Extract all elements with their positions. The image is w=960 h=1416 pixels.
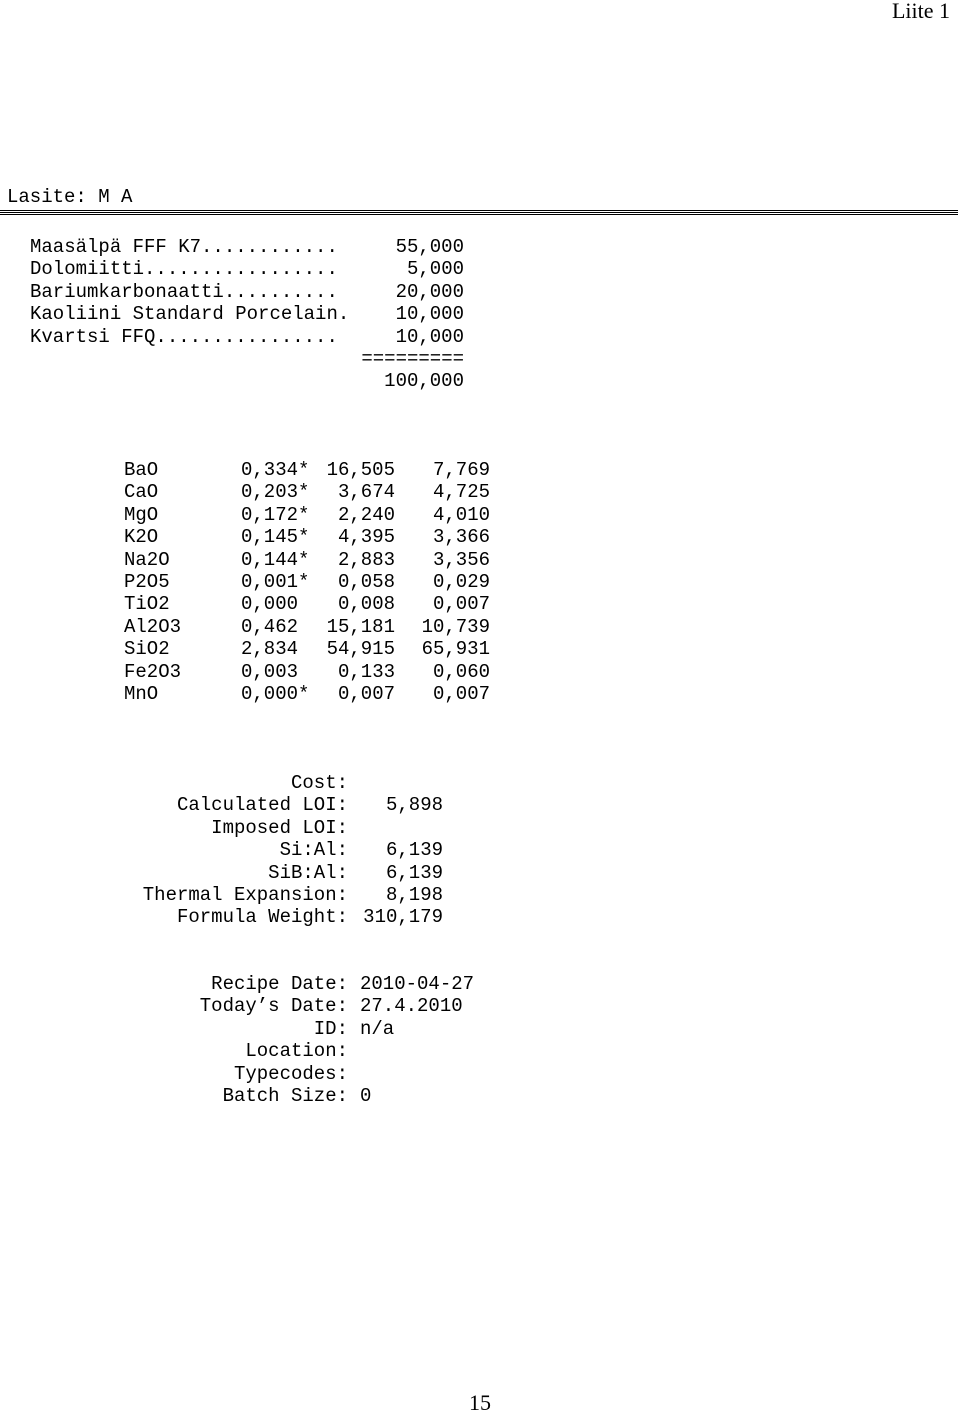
stat-label: SiB:Al:	[268, 861, 348, 884]
oxide-name: BaO	[124, 459, 159, 481]
stat-row	[100, 772, 500, 794]
info-label: Location:	[245, 1040, 348, 1063]
oxide-row	[124, 616, 494, 638]
info-row	[100, 1040, 520, 1062]
glaze-stats	[100, 772, 500, 929]
oxide-value-1: 0,145	[240, 526, 298, 549]
ingredient-row	[30, 258, 470, 280]
stat-label: Si:Al:	[279, 839, 348, 862]
oxide-name: Fe2O3	[124, 660, 182, 683]
ingredient-separator: =========	[361, 347, 464, 370]
oxide-value-1: 0,001	[240, 570, 298, 593]
stat-label: Imposed LOI:	[211, 816, 348, 839]
oxide-value-2: 0,058	[337, 570, 395, 593]
oxide-value-2: 16,505	[326, 459, 395, 481]
ingredient-total: 100,000	[384, 370, 464, 393]
oxide-row	[124, 526, 494, 548]
oxide-value-3: 10,739	[421, 615, 490, 638]
oxide-value-1: 2,834	[240, 638, 298, 661]
oxide-flag: *	[298, 548, 310, 571]
oxide-value-2: 54,915	[326, 638, 395, 661]
info-label: ID:	[313, 1017, 348, 1040]
info-row	[100, 1018, 520, 1040]
ingredient-amount: 10,000	[395, 325, 464, 348]
oxide-name: Al2O3	[124, 615, 182, 638]
ingredient-row	[30, 236, 470, 258]
oxide-value-2: 0,007	[337, 682, 395, 705]
recipe-title: Lasite: M A	[7, 186, 133, 208]
stat-value: 6,139	[385, 861, 443, 884]
info-label: Batch Size:	[222, 1084, 348, 1107]
ingredient-separator-row	[30, 348, 470, 370]
oxide-name: Na2O	[124, 548, 170, 571]
oxide-value-3: 0,007	[432, 682, 490, 705]
stat-label: Calculated LOI:	[176, 794, 348, 817]
ingredient-name: Bariumkarbonaatti..........	[30, 280, 338, 303]
oxide-row	[124, 549, 494, 571]
ingredient-row	[30, 281, 470, 303]
oxide-name: P2O5	[124, 570, 170, 593]
info-row	[100, 973, 520, 995]
info-label: Today’s Date:	[199, 995, 348, 1018]
oxide-row	[124, 593, 494, 615]
oxide-value-3: 3,356	[432, 548, 490, 571]
oxide-value-3: 0,060	[432, 660, 490, 683]
stat-label: Cost:	[290, 772, 348, 794]
oxide-value-2: 2,883	[337, 548, 395, 571]
oxide-row	[124, 638, 494, 660]
oxide-flag: *	[298, 570, 310, 593]
ingredient-list	[30, 236, 470, 393]
title-divider	[0, 210, 958, 215]
stat-row	[100, 906, 500, 928]
oxide-flag: *	[298, 503, 310, 526]
oxide-flag: *	[298, 682, 310, 705]
oxide-row	[124, 504, 494, 526]
stat-row	[100, 862, 500, 884]
oxide-value-2: 3,674	[337, 481, 395, 504]
oxide-value-3: 0,029	[432, 570, 490, 593]
stat-row	[100, 817, 500, 839]
oxide-name: K2O	[124, 526, 159, 549]
oxide-value-2: 4,395	[337, 526, 395, 549]
ingredient-row	[30, 326, 470, 348]
info-value: 0	[360, 1084, 372, 1107]
ingredient-row	[30, 303, 470, 325]
oxide-value-1: 0,000	[240, 593, 298, 616]
page-header-label: Liite 1	[891, 0, 950, 23]
oxide-value-3: 4,010	[432, 503, 490, 526]
ingredient-amount: 10,000	[395, 303, 464, 326]
stat-value: 5,898	[385, 794, 443, 817]
oxide-row	[124, 661, 494, 683]
oxide-value-1: 0,203	[240, 481, 298, 504]
oxide-name: CaO	[124, 481, 159, 504]
stat-row	[100, 794, 500, 816]
oxide-flag: *	[298, 526, 310, 549]
oxide-table	[124, 459, 494, 705]
ingredient-amount: 20,000	[395, 280, 464, 303]
info-row	[100, 1063, 520, 1085]
oxide-name: TiO2	[124, 593, 170, 616]
info-value: n/a	[360, 1017, 395, 1040]
oxide-value-3: 3,366	[432, 526, 490, 549]
oxide-value-1: 0,144	[240, 548, 298, 571]
info-value: 2010-04-27	[360, 973, 475, 995]
ingredient-name: Dolomiitti.................	[30, 258, 338, 281]
oxide-name: MgO	[124, 503, 159, 526]
oxide-name: SiO2	[124, 638, 170, 661]
oxide-value-1: 0,003	[240, 660, 298, 683]
ingredient-amount: 55,000	[395, 236, 464, 258]
oxide-row	[124, 459, 494, 481]
oxide-value-3: 0,007	[432, 593, 490, 616]
page-number: 15	[469, 1390, 491, 1415]
oxide-value-1: 0,172	[240, 503, 298, 526]
stat-label: Formula Weight:	[176, 906, 348, 929]
oxide-value-1: 0,462	[240, 615, 298, 638]
info-value: 27.4.2010	[360, 995, 463, 1018]
stat-row	[100, 839, 500, 861]
oxide-name: MnO	[124, 682, 159, 705]
oxide-flag: *	[298, 481, 310, 504]
ingredient-name: Maasälpä FFF K7............	[30, 236, 338, 258]
recipe-info	[100, 973, 520, 1107]
oxide-value-3: 7,769	[432, 459, 490, 481]
ingredient-amount: 5,000	[406, 258, 464, 281]
info-row	[100, 1085, 520, 1107]
oxide-value-2: 2,240	[337, 503, 395, 526]
oxide-value-2: 15,181	[326, 615, 395, 638]
stat-row	[100, 884, 500, 906]
oxide-flag: *	[298, 459, 310, 481]
ingredient-name: Kaoliini Standard Porcelain.	[30, 303, 350, 326]
stat-value: 310,179	[363, 906, 443, 929]
info-label: Typecodes:	[233, 1062, 348, 1085]
oxide-row	[124, 683, 494, 705]
stat-value: 6,139	[385, 839, 443, 862]
info-row	[100, 995, 520, 1017]
stat-label: Thermal Expansion:	[142, 883, 348, 906]
oxide-value-1: 0,000	[240, 682, 298, 705]
stat-value: 8,198	[385, 883, 443, 906]
oxide-value-3: 4,725	[432, 481, 490, 504]
ingredient-total-row	[30, 370, 470, 392]
ingredient-name: Kvartsi FFQ................	[30, 325, 338, 348]
oxide-value-3: 65,931	[421, 638, 490, 661]
oxide-value-2: 0,008	[337, 593, 395, 616]
info-label: Recipe Date:	[211, 973, 348, 995]
oxide-value-2: 0,133	[337, 660, 395, 683]
oxide-row	[124, 571, 494, 593]
oxide-row	[124, 481, 494, 503]
oxide-value-1: 0,334	[240, 459, 298, 481]
